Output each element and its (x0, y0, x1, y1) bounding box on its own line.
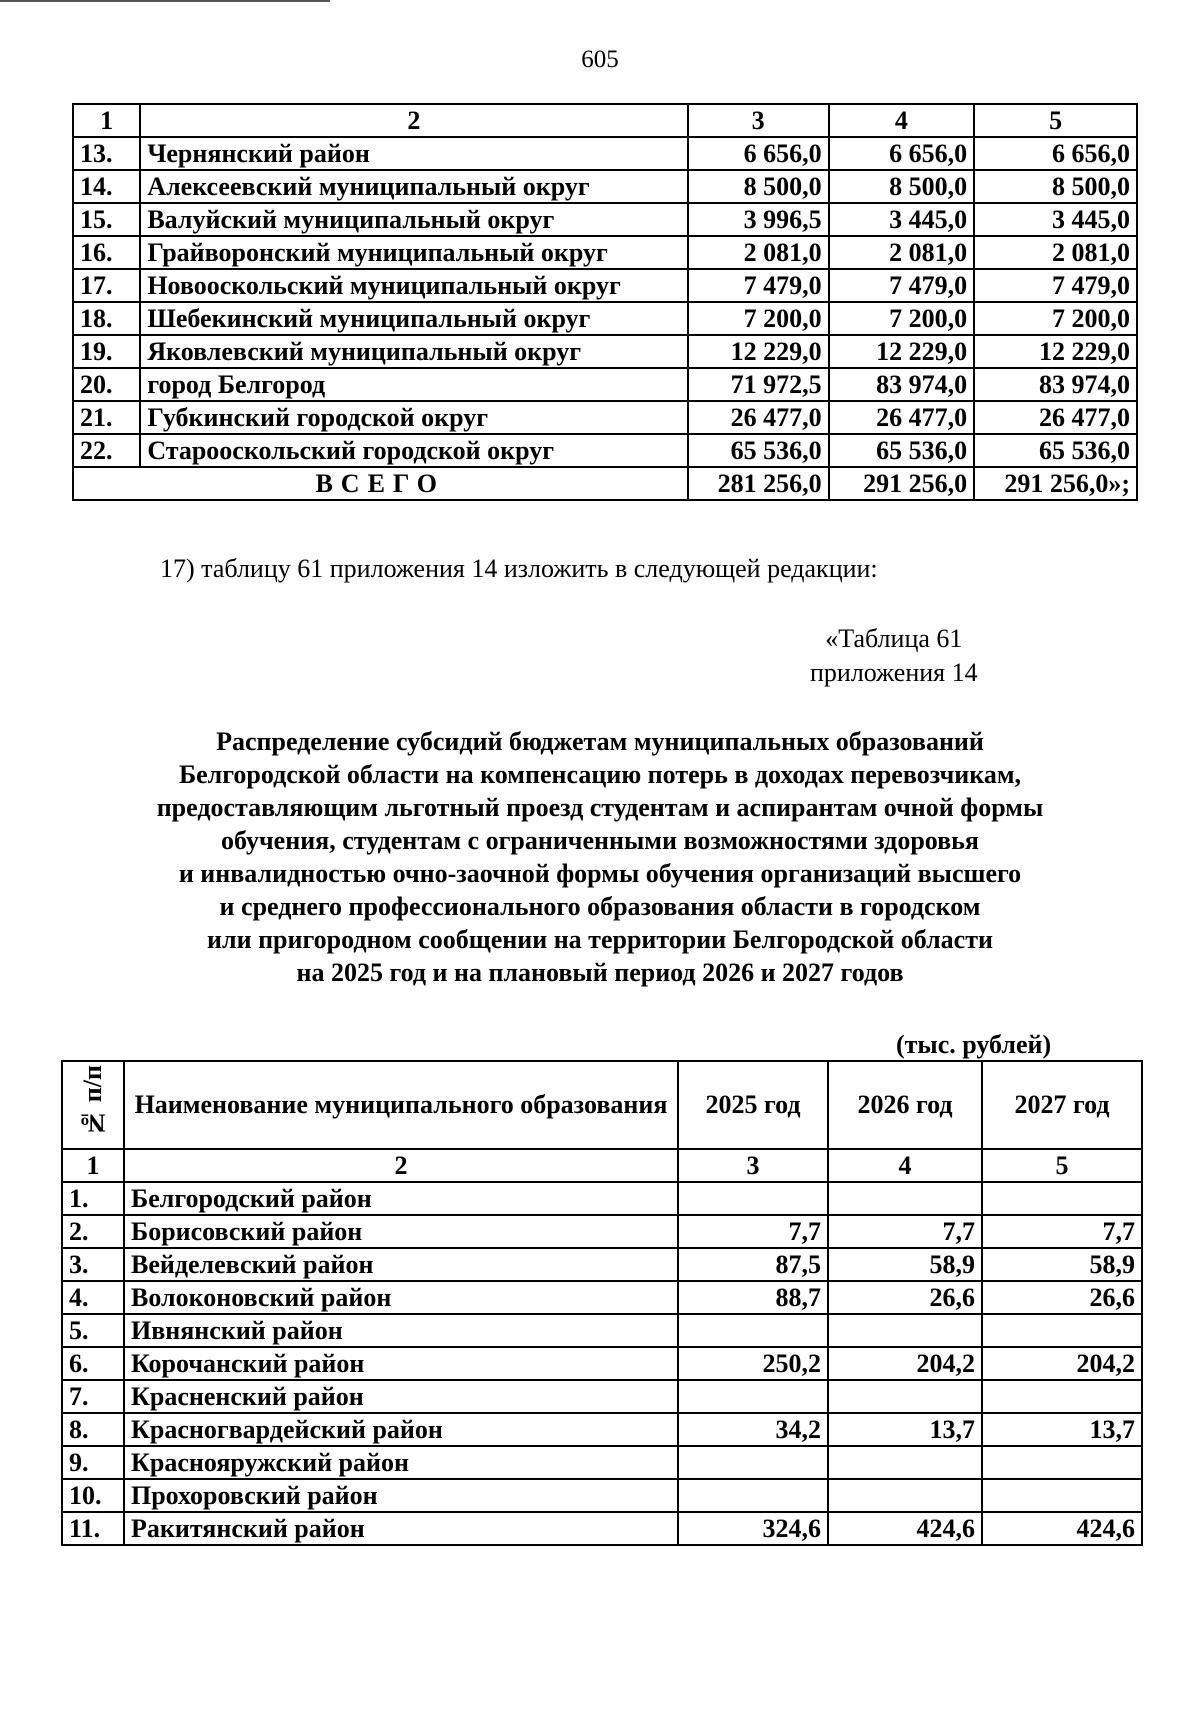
units-label: (тыс. рублей) (896, 1030, 1052, 1059)
col-number-3: 3 (688, 104, 829, 137)
header-num-text: № п/п (78, 1064, 107, 1138)
value-2027 (982, 1314, 1142, 1347)
municipality-name: Яковлевский муниципальный округ (140, 335, 687, 368)
value-2025: 71 972,5 (688, 368, 829, 401)
value-2027: 3 445,0 (974, 203, 1137, 236)
title-line: обучения, студентам с ограниченными возможностями здоровья (221, 826, 979, 855)
total-2026: 291 256,0 (829, 467, 974, 500)
table-row (62, 1314, 1142, 1347)
value-2025: 8 500,0 (688, 170, 829, 203)
value-2026: 424,6 (828, 1512, 982, 1545)
value-2027: 204,2 (982, 1347, 1142, 1380)
value-2025: 7 200,0 (688, 302, 829, 335)
value-2025: 7 479,0 (688, 269, 829, 302)
municipality-name: Красненский район (124, 1380, 678, 1413)
value-2025: 12 229,0 (688, 335, 829, 368)
table-row (62, 1281, 1142, 1314)
municipality-name: Валуйский муниципальный округ (140, 203, 687, 236)
municipality-name: Красногвардейский район (124, 1413, 678, 1446)
table-caption (810, 622, 978, 690)
title-line: или пригородном сообщении на территории Белгородской области (207, 925, 993, 954)
column-number-row (62, 1149, 1142, 1182)
value-2027: 83 974,0 (974, 368, 1137, 401)
col-number-2: 2 (124, 1149, 678, 1182)
row-number: 16. (73, 236, 140, 269)
total-2027: 291 256,0»; (974, 467, 1137, 500)
value-2027: 8 500,0 (974, 170, 1137, 203)
table-row (73, 170, 1137, 203)
value-2026: 7,7 (828, 1215, 982, 1248)
value-2027: 7 200,0 (974, 302, 1137, 335)
municipality-name: Ивнянский район (124, 1314, 678, 1347)
col-number-5: 5 (974, 104, 1137, 137)
row-number: 15. (73, 203, 140, 236)
table-row (62, 1347, 1142, 1380)
municipality-name: Вейделевский район (124, 1248, 678, 1281)
value-2026 (828, 1380, 982, 1413)
value-2027: 12 229,0 (974, 335, 1137, 368)
value-2025: 88,7 (678, 1281, 828, 1314)
value-2026: 12 229,0 (829, 335, 974, 368)
municipality-name: Ракитянский район (124, 1512, 678, 1545)
municipality-name: Прохоровский район (124, 1479, 678, 1512)
row-number: 5. (62, 1314, 124, 1347)
row-number: 19. (73, 335, 140, 368)
municipality-name: Новооскольский муниципальный округ (140, 269, 687, 302)
table-header-row (62, 1061, 1142, 1149)
municipality-name: Волоконовский район (124, 1281, 678, 1314)
header-2027: 2027 год (982, 1061, 1142, 1149)
title-line: и инвалидностью очно-заочной формы обучения организаций высшего (178, 859, 1022, 888)
previous-table-continuation (72, 103, 1138, 501)
row-number: 17. (73, 269, 140, 302)
value-2027: 65 536,0 (974, 434, 1137, 467)
value-2027: 7 479,0 (974, 269, 1137, 302)
value-2027 (982, 1380, 1142, 1413)
municipality-name: Старооскольский городской округ (140, 434, 687, 467)
value-2026: 26,6 (828, 1281, 982, 1314)
caption-line-1: «Таблица 61 (825, 624, 963, 653)
municipality-name: Шебекинский муниципальный округ (140, 302, 687, 335)
title-line: и среднего профессионального образования области в городском (219, 892, 981, 921)
value-2027 (982, 1182, 1142, 1215)
title-line: Белгородской области на компенсацию потерь в доходах перевозчикам, (178, 760, 1022, 789)
table-row (62, 1380, 1142, 1413)
row-number: 4. (62, 1281, 124, 1314)
row-number: 6. (62, 1347, 124, 1380)
value-2025 (678, 1479, 828, 1512)
total-label: ВСЕГО (73, 467, 688, 500)
row-number: 18. (73, 302, 140, 335)
col-number-5: 5 (982, 1149, 1142, 1182)
header-name: Наименование муниципального образования (124, 1061, 678, 1149)
row-number: 2. (62, 1215, 124, 1248)
value-2025: 2 081,0 (688, 236, 829, 269)
municipality-name: Алексеевский муниципальный округ (140, 170, 687, 203)
municipality-name: Борисовский район (124, 1215, 678, 1248)
value-2025: 7,7 (678, 1215, 828, 1248)
row-number: 14. (73, 170, 140, 203)
table-row (73, 335, 1137, 368)
value-2026: 8 500,0 (829, 170, 974, 203)
municipality-name: Краснояружский район (124, 1446, 678, 1479)
top-border-line (0, 0, 330, 2)
row-number: 9. (62, 1446, 124, 1479)
value-2026: 204,2 (828, 1347, 982, 1380)
table2-body (62, 1182, 1142, 1545)
col-number-1: 1 (62, 1149, 124, 1182)
municipality-name: Грайворонский муниципальный округ (140, 236, 687, 269)
col-number-4: 4 (828, 1149, 982, 1182)
row-number: 8. (62, 1413, 124, 1446)
value-2026: 13,7 (828, 1413, 982, 1446)
col-number-1: 1 (73, 104, 140, 137)
title-line: предоставляющим льготный проезд студентам и аспирантам очной формы (156, 793, 1044, 822)
table-row (73, 203, 1137, 236)
table1-body (73, 137, 1137, 467)
table-row (73, 434, 1137, 467)
value-2027: 7,7 (982, 1215, 1142, 1248)
subsidy-table (61, 1060, 1143, 1546)
value-2025 (678, 1314, 828, 1347)
value-2025 (678, 1182, 828, 1215)
value-2026: 6 656,0 (829, 137, 974, 170)
total-row (73, 467, 1137, 500)
row-number: 13. (73, 137, 140, 170)
value-2026 (828, 1479, 982, 1512)
value-2025: 3 996,5 (688, 203, 829, 236)
col-number-3: 3 (678, 1149, 828, 1182)
table-row (62, 1446, 1142, 1479)
value-2027: 6 656,0 (974, 137, 1137, 170)
value-2026 (828, 1446, 982, 1479)
table-row (62, 1479, 1142, 1512)
row-number: 22. (73, 434, 140, 467)
value-2027: 58,9 (982, 1248, 1142, 1281)
value-2025: 26 477,0 (688, 401, 829, 434)
value-2025: 250,2 (678, 1347, 828, 1380)
value-2025 (678, 1446, 828, 1479)
table-row (73, 401, 1137, 434)
row-number: 3. (62, 1248, 124, 1281)
value-2026: 26 477,0 (829, 401, 974, 434)
table-row (62, 1248, 1142, 1281)
value-2026: 2 081,0 (829, 236, 974, 269)
table-row (73, 302, 1137, 335)
value-2026: 65 536,0 (829, 434, 974, 467)
row-number: 11. (62, 1512, 124, 1545)
value-2027: 26,6 (982, 1281, 1142, 1314)
row-number: 1. (62, 1182, 124, 1215)
col-number-4: 4 (829, 104, 974, 137)
value-2025 (678, 1380, 828, 1413)
value-2027: 424,6 (982, 1512, 1142, 1545)
title-line: Распределение субсидий бюджетам муниципальных образований (216, 727, 984, 756)
municipality-name: Чернянский район (140, 137, 687, 170)
row-number: 21. (73, 401, 140, 434)
value-2026: 7 479,0 (829, 269, 974, 302)
municipality-name: Губкинский городской округ (140, 401, 687, 434)
table-row (62, 1512, 1142, 1545)
table-row (73, 269, 1137, 302)
table-row (62, 1182, 1142, 1215)
value-2026 (828, 1314, 982, 1347)
table-title (0, 725, 1200, 989)
value-2025: 87,5 (678, 1248, 828, 1281)
row-number: 7. (62, 1380, 124, 1413)
municipality-name: Белгородский район (124, 1182, 678, 1215)
header-2025: 2025 год (678, 1061, 828, 1149)
table-row (73, 137, 1137, 170)
value-2026 (828, 1182, 982, 1215)
value-2027: 2 081,0 (974, 236, 1137, 269)
value-2026: 58,9 (828, 1248, 982, 1281)
value-2025: 6 656,0 (688, 137, 829, 170)
value-2025: 65 536,0 (688, 434, 829, 467)
value-2027: 13,7 (982, 1413, 1142, 1446)
row-number: 10. (62, 1479, 124, 1512)
table-row (73, 236, 1137, 269)
table-row (62, 1413, 1142, 1446)
table-header-row (73, 104, 1137, 137)
header-num (62, 1061, 124, 1149)
amendment-instruction: 17) таблицу 61 приложения 14 изложить в следующей редакции: (160, 554, 878, 583)
value-2025: 34,2 (678, 1413, 828, 1446)
municipality-name: город Белгород (140, 368, 687, 401)
value-2027 (982, 1479, 1142, 1512)
municipality-name: Корочанский район (124, 1347, 678, 1380)
page-number: 605 (581, 46, 619, 73)
value-2026: 83 974,0 (829, 368, 974, 401)
table-row (62, 1215, 1142, 1248)
value-2026: 7 200,0 (829, 302, 974, 335)
table-row (73, 368, 1137, 401)
value-2027 (982, 1446, 1142, 1479)
title-line: на 2025 год и на плановый период 2026 и 2027 годов (296, 958, 904, 987)
row-number: 20. (73, 368, 140, 401)
caption-line-2: приложения 14 (810, 658, 978, 687)
value-2027: 26 477,0 (974, 401, 1137, 434)
value-2025: 324,6 (678, 1512, 828, 1545)
header-2026: 2026 год (828, 1061, 982, 1149)
total-2025: 281 256,0 (688, 467, 829, 500)
col-number-2: 2 (140, 104, 687, 137)
value-2026: 3 445,0 (829, 203, 974, 236)
